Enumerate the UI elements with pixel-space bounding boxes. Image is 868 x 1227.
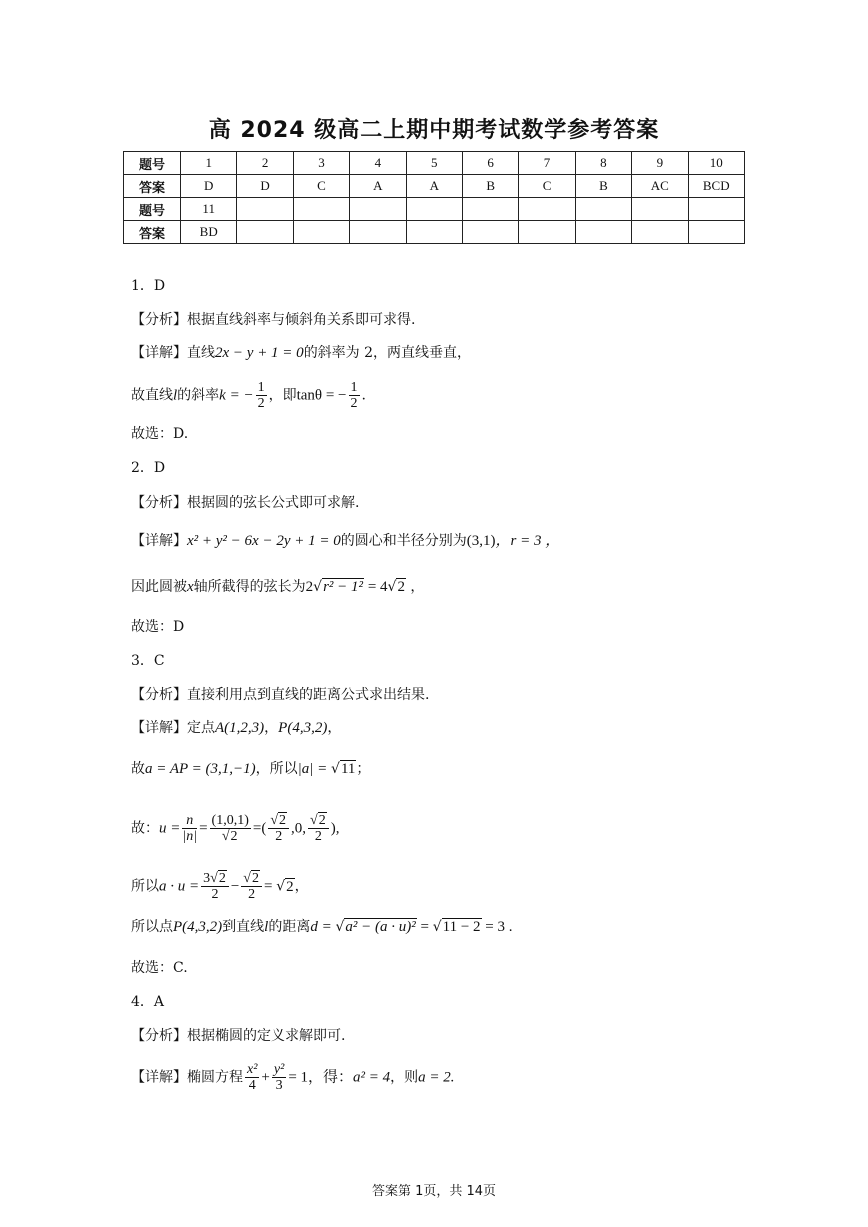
math-expr: 2x − y + 1 = 0 [215, 345, 304, 361]
q4-heading: 4．A [131, 994, 165, 1010]
text: ； [356, 761, 371, 777]
math-expr: A(1,2,3) [215, 720, 265, 736]
math-expr: k = − [219, 387, 254, 404]
q3-dot-product-line: 所以a · u = $\frac{3√2}{2}$ − $\frac{√2}{2}$ = √2， [131, 871, 309, 902]
table-cell [462, 198, 518, 221]
q4-analysis: 【分析】根据椭圆的定义求解即可. [131, 1028, 346, 1044]
table-cell [688, 221, 744, 244]
table-cell [406, 221, 462, 244]
table-row [124, 221, 745, 244]
fraction [241, 871, 262, 902]
table-cell: 9 [632, 152, 688, 175]
q3-vector-line: 故a = AP = (3,1,−1)，所以|a| = √11； [131, 761, 371, 777]
math-expr: = 4 [364, 579, 388, 595]
q1-select: 故选：D. [131, 426, 189, 442]
text: 的距离 [268, 919, 311, 935]
math-expr: d = [310, 919, 336, 935]
math-expr: = [416, 919, 433, 935]
numerator: x² [247, 1062, 258, 1077]
fraction [182, 813, 197, 844]
q2-detail [131, 531, 560, 551]
numerator: 1 [257, 380, 265, 395]
numerator: √2 [241, 871, 262, 887]
q3-select: 故选：C. [131, 960, 188, 976]
table-row [124, 198, 745, 221]
table-cell: BCD [688, 175, 744, 198]
table-cell: 2 [237, 152, 293, 175]
row-label: 题号 [124, 152, 181, 175]
table-cell: C [293, 175, 349, 198]
table-cell: D [181, 175, 237, 198]
text: 故 [131, 761, 145, 777]
table-cell: 8 [575, 152, 631, 175]
q3-detail [131, 718, 341, 738]
table-cell [406, 198, 462, 221]
table-cell: 3 [293, 152, 349, 175]
radicand: 11 [340, 761, 356, 777]
radicand: 2 [218, 871, 226, 886]
text: ， [294, 878, 309, 895]
row-label: 题号 [124, 198, 181, 221]
text: 的斜率为 2，两直线垂直， [303, 345, 472, 361]
numerator: √2 [268, 813, 289, 829]
table-cell: 10 [688, 152, 744, 175]
q3-distance-line: 所以点P(4,3,2)到直线l的距离d = √a² − (a · u)² = √11 − 2 = 3 . [131, 919, 513, 935]
math-var: x [187, 579, 194, 595]
math-expr: ,0, [291, 820, 307, 837]
table-cell: D [237, 175, 293, 198]
math-var: l [264, 919, 269, 935]
table-cell [632, 221, 688, 244]
numerator: y² [273, 1062, 285, 1077]
denominator: 2 [257, 396, 265, 411]
fraction [349, 380, 360, 411]
math-expr: =( [252, 820, 267, 837]
fraction [268, 813, 289, 844]
text: ，则 [390, 1069, 419, 1086]
fraction [245, 1062, 259, 1093]
table-cell: C [519, 175, 575, 198]
text: 到直线 [222, 919, 265, 935]
table-cell: B [575, 175, 631, 198]
q1-detail [131, 343, 471, 363]
denominator: 2 [248, 887, 256, 902]
table-cell [350, 198, 406, 221]
q4-detail [131, 1062, 455, 1093]
table-cell: 6 [462, 152, 518, 175]
text: ，即 [268, 387, 297, 404]
math-expr: = 1，得： [288, 1069, 354, 1086]
math-expr: a² = 4 [353, 1069, 391, 1086]
fraction [272, 1062, 286, 1093]
q3-unit-vector-line [131, 813, 339, 844]
fraction [201, 871, 229, 902]
math-expr: ，r = 3 ， [495, 533, 561, 549]
numerator: (1,0,1) [211, 813, 249, 828]
text: 的圆心和半径分别为 [340, 533, 467, 549]
math-expr: a · u = [159, 878, 200, 895]
denominator: 2 [350, 396, 358, 411]
numerator: 3√2 [201, 871, 229, 887]
table-cell [293, 198, 349, 221]
table-cell [350, 221, 406, 244]
q2-chord-line: 因此圆被x轴所截得的弦长为2√r² − 1² = 4√2 ， [131, 579, 425, 595]
table-cell: A [350, 175, 406, 198]
table-row [124, 175, 745, 198]
math-expr: = [263, 878, 277, 895]
denominator: 2 [314, 829, 322, 844]
q2-analysis: 【分析】根据圆的弦长公式即可求解. [131, 495, 360, 511]
table-cell: BD [181, 221, 237, 244]
math-var: l [173, 387, 178, 404]
math-expr: tanθ = − [296, 387, 347, 404]
q3-analysis: 【分析】直接利用点到直线的距离公式求出结果. [131, 687, 430, 703]
radicand: 11 − 2 [442, 919, 481, 935]
text: ， [405, 579, 425, 595]
table-cell [688, 198, 744, 221]
numerator: 1 [350, 380, 358, 395]
denominator: 3 [275, 1078, 283, 1093]
table-cell [462, 221, 518, 244]
math-expr: a = AP = (3,1,−1) [145, 761, 256, 777]
radicand: 2 [230, 829, 238, 844]
denominator: 4 [248, 1078, 256, 1093]
text: 所以点 [131, 919, 173, 935]
text: 因此圆被 [131, 579, 187, 595]
fraction [308, 813, 329, 844]
text: 的斜率 [177, 387, 220, 404]
denominator: |n| [182, 829, 198, 844]
table-cell: 1 [181, 152, 237, 175]
table-cell [519, 221, 575, 244]
denominator: 2 [211, 887, 219, 902]
table-cell [575, 221, 631, 244]
q2-select: 故选：D [131, 619, 185, 635]
text: ， [327, 720, 342, 736]
q1-analysis: 【分析】根据直线斜率与倾斜角关系即可求得. [131, 312, 416, 328]
fraction [210, 813, 251, 844]
text: 【详解】直线 [131, 345, 215, 361]
text: 故： [131, 820, 159, 837]
text: 【详解】椭圆方程 [131, 1069, 243, 1086]
answer-table [123, 151, 745, 244]
radicand: 2 [279, 813, 287, 828]
table-cell [519, 198, 575, 221]
text: 轴所截得的弦长为 [193, 579, 306, 595]
math-expr: |a| = [297, 761, 332, 777]
math-expr: P(4,3,2) [278, 720, 328, 736]
table-cell: A [406, 175, 462, 198]
numerator: √2 [308, 813, 329, 829]
row-label: 答案 [124, 221, 181, 244]
table-cell [237, 198, 293, 221]
text: ， [264, 720, 279, 736]
page-title: 高 2024 级高二上期中期考试数学参考答案 [208, 118, 660, 143]
math-expr: = [199, 820, 208, 837]
text: ，所以 [255, 761, 298, 777]
page-footer: 答案第 1页，共 14页 [371, 1184, 497, 1199]
denominator: 2 [275, 829, 283, 844]
denominator: √2 [221, 829, 238, 844]
math-expr: ), [330, 820, 340, 837]
table-row [124, 152, 745, 175]
table-cell [293, 221, 349, 244]
table-cell: 7 [519, 152, 575, 175]
text: 【详解】 [131, 533, 187, 549]
text: 所以 [131, 878, 159, 895]
q1-heading: 1．D [131, 278, 166, 294]
math-expr: P(4,3,2) [173, 919, 223, 935]
table-cell [575, 198, 631, 221]
radicand: 2 [318, 813, 326, 828]
coefficient: 3 [203, 871, 211, 886]
table-cell [237, 221, 293, 244]
radicand: r² − 1² [323, 579, 364, 595]
radicand: 2 [397, 579, 405, 595]
math-expr: u = [159, 820, 181, 837]
table-cell: 4 [350, 152, 406, 175]
math-expr: − [230, 878, 240, 895]
math-expr: a = 2. [418, 1069, 455, 1086]
q2-heading: 2．D [131, 460, 166, 476]
text: 【详解】定点 [131, 720, 215, 736]
q1-slope-line: 故直线l的斜率k = − $\frac{1}{2}$ ，即tanθ = − $\frac{1}{2}$ . [131, 380, 366, 411]
table-cell [632, 198, 688, 221]
table-cell: 11 [181, 198, 237, 221]
q3-heading: 3．C [131, 653, 165, 669]
radicand: 2 [251, 871, 259, 886]
row-label: 答案 [124, 175, 181, 198]
math-expr: (3,1) [466, 533, 496, 549]
math-expr: + [261, 1069, 270, 1086]
table-cell: AC [632, 175, 688, 198]
table-cell: B [462, 175, 518, 198]
radicand: a² − (a · u)² [345, 919, 416, 935]
text: 故直线 [131, 387, 173, 404]
fraction [256, 380, 267, 411]
math-expr: x² + y² − 6x − 2y + 1 = 0 [187, 533, 341, 549]
numerator: n [182, 813, 197, 829]
radicand: 2 [286, 878, 294, 895]
math-expr: 2 [305, 579, 314, 595]
table-cell: 5 [406, 152, 462, 175]
math-expr: = 3 . [481, 919, 513, 935]
